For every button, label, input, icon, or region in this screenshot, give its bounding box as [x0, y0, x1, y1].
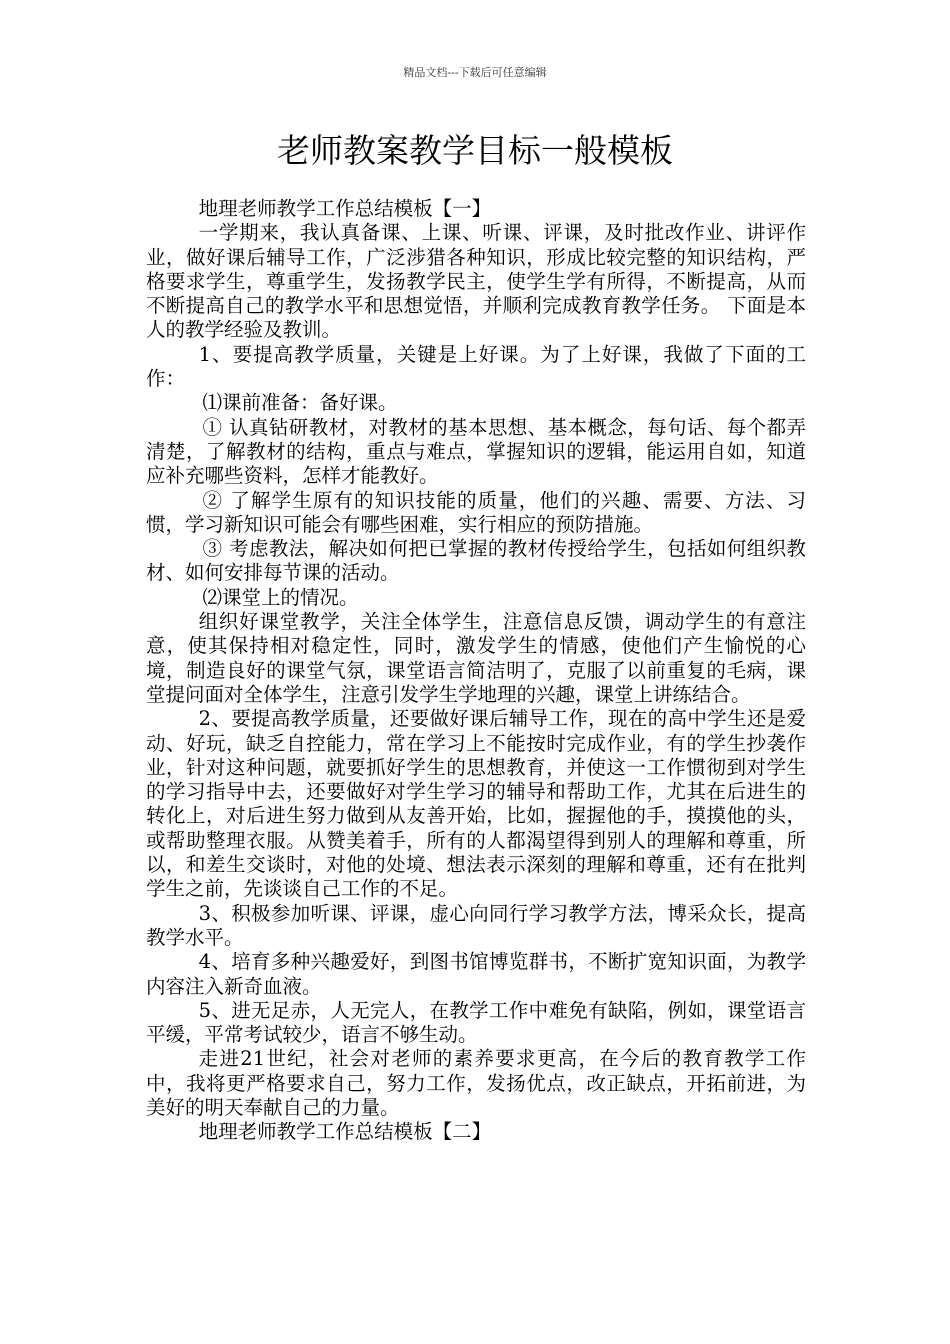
- paragraph-point-2: 2、要提高教学质量，还要做好课后辅导工作，现在的高中学生还是爱动、好玩，缺乏自控能力，常在学习上不能按时完成作业，有的学生抄袭作业，针对这种问题，就要抓好学生的思想教育，并使这一工作惯彻到对学生的学习指导中去，还要做好对学生学习的辅导和帮助工作，尤其在后进生的转化上，对后进生努力做到从友善开始，比如，握握他的手，摸摸他的头，或帮助整理衣服。从赞美着手，所有的人都渴望得到别人的理解和尊重，所以，和差生交谈时，对他的处境、想法表示深刻的理解和尊重，还有在批判学生之前，先谈谈自己工作的不足。: [146, 707, 806, 901]
- paragraph-conclusion: 走进21世纪，社会对老师的素养要求更高，在今后的教育教学工作中，我将更严格要求自己，努力工作，发扬优点，改正缺点，开拓前进，为美好的明天奉献自己的力量。: [146, 1047, 806, 1119]
- section-heading-2: 地理老师教学工作总结模板【二】: [198, 1120, 492, 1144]
- paragraph-item-1: ① 认真钻研教材，对教材的基本思想、基本概念，每句话、每个都弄清楚，了解教材的结构，重点与难点，掌握知识的逻辑，能运用自如，知道应补充哪些资料，怎样才能教好。: [146, 415, 806, 488]
- paragraph-point-3: 3、积极参加听课、评课，虚心向同行学习教学方法，博采众长，提高教学水平。: [146, 901, 806, 949]
- header-note: 精品文档---下载后可任意编辑: [403, 66, 547, 79]
- paragraph-item-3: ③ 考虑教法，解决如何把已掌握的教材传授给学生，包括如何组织教材、如何安排每节课的活动。: [146, 537, 806, 585]
- document-title: 老师教案教学目标一般模板: [277, 131, 673, 170]
- paragraph-point-4: 4、培育多种兴趣爱好，到图书馆博览群书，不断扩宽知识面，为教学内容注入新奇血液。: [146, 950, 806, 998]
- paragraph-subpoint-2: ⑵课堂上的情况。: [202, 585, 359, 609]
- section-heading-1: 地理老师教学工作总结模板【一】: [198, 197, 492, 220]
- paragraph-classroom: 组织好课堂教学，关注全体学生，注意信息反馈，调动学生的有意注意，使其保持相对稳定性，同时，激发学生的情感，使他们产生愉悦的心境，制造良好的课堂气氛，课堂语言简洁明了，克服了以前重复的毛病，课堂提问面对全体学生，注意引发学生学地理的兴趣，课堂上讲练结合。: [146, 610, 806, 706]
- paragraph-point-1: 1、要提高教学质量，关键是上好课。为了上好课，我做了下面的工作：: [146, 342, 806, 391]
- paragraph-intro: 一学期来，我认真备课、上课、听课、评课，及时批改作业、讲评作业，做好课后辅导工作，广泛涉猎各种知识，形成比较完整的知识结构，严格要求学生，尊重学生，发扬教学民主，使学生学有所得，不断提高，从而不断提高自己的教学水平和思想觉悟，并顺利完成教育教学任务。 下面是本人的教学经验及教训。: [146, 221, 806, 342]
- paragraph-point-5: 5、进无足赤，人无完人，在教学工作中难免有缺陷，例如，课堂语言平缓，平常考试较少，语言不够生动。: [146, 998, 806, 1047]
- document-body: [146, 197, 806, 1145]
- paragraph-subpoint-1: ⑴课前准备：备好课。: [202, 391, 398, 415]
- paragraph-item-2: ② 了解学生原有的知识技能的质量，他们的兴趣、需要、方法、习惯，学习新知识可能会有哪些困难，实行相应的预防措施。: [146, 488, 806, 536]
